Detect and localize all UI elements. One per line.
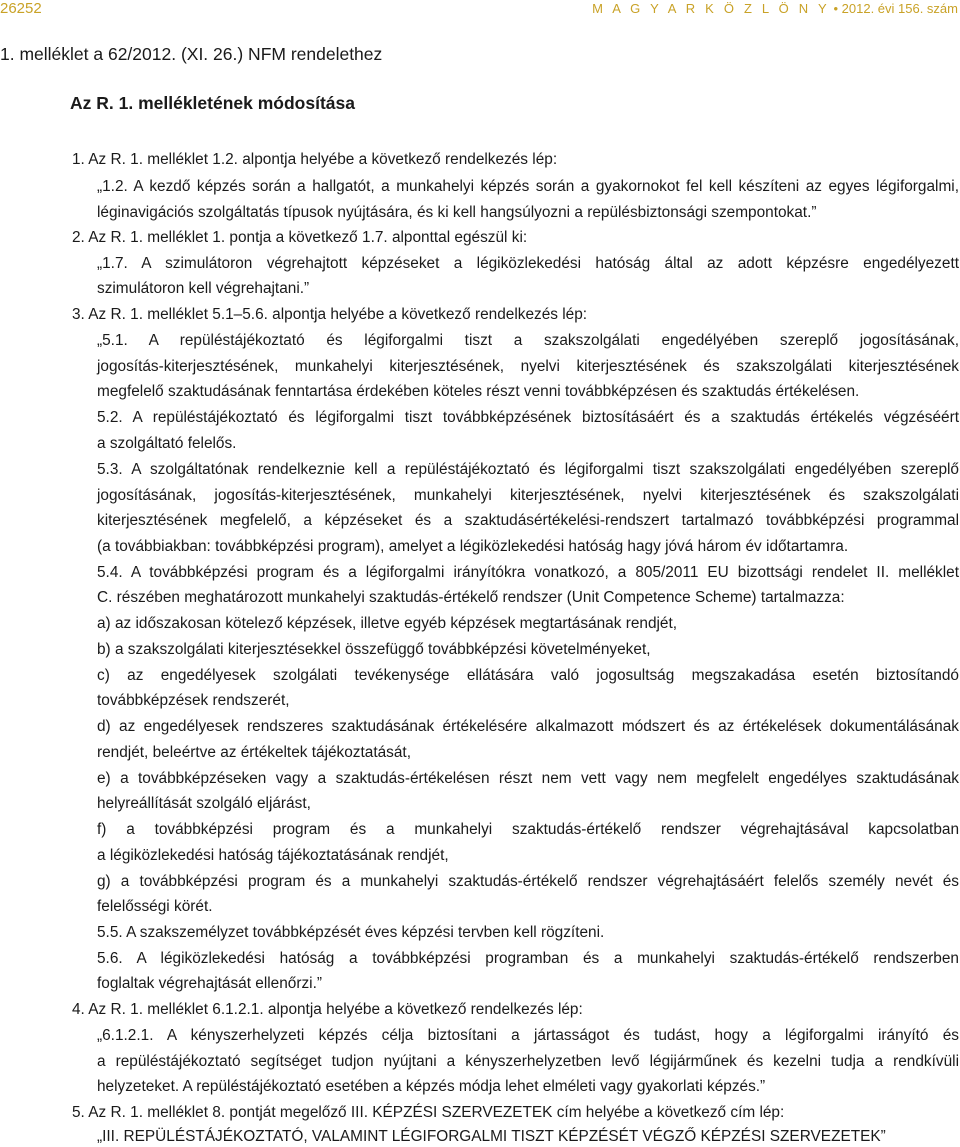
body-line: a repüléstájékoztató segítséget tudjon nyújtani a kényszerhelyzetben levő légijárműnek és kezelni tudja a rendkívüli bbox=[97, 1053, 959, 1070]
body-line: továbbképzések rendszerét, bbox=[97, 692, 290, 709]
body-line: helyzeteket. A repüléstájékoztató esetében a képzés módja lehet elméleti vagy gyakorlati képzés.” bbox=[97, 1078, 766, 1095]
body-line: „1.2. A kezdő képzés során a hallgatót, a munkahelyi képzés során a gyakornokot fel kell készíteni az egyes légiforgalmi, bbox=[97, 178, 959, 195]
body-line: „5.1. A repüléstájékoztató és légiforgalmi tiszt a szakszolgálati engedélyében szereplő jogosításának, bbox=[97, 332, 959, 349]
page-header bbox=[0, 0, 960, 20]
body-line: 5.5. A szakszemélyzet továbbképzését éves képzési tervben kell rögzíteni. bbox=[97, 924, 605, 941]
body-line: 3. Az R. 1. melléklet 5.1–5.6. alpontja helyébe a következő rendelkezés lép: bbox=[72, 306, 588, 323]
body-line: (a továbbiakban: továbbképzési program), amelyet a légiközlekedési hatóság hagy jóvá három év időtartamra. bbox=[97, 538, 849, 555]
body-line: 5.4. A továbbképzési program és a légiforgalmi irányítókra vonatkozó, a 805/2011 EU bizottsági rendelet II. melléklet bbox=[97, 564, 959, 581]
body-line: 5.3. A szolgáltatónak rendelkeznie kell a repüléstájékoztató és légiforgalmi tiszt szakszolgálati engedélyében szereplő bbox=[97, 461, 959, 478]
body-line: C. részében meghatározott munkahelyi szaktudás-értékelő rendszer (Unit Competence Scheme) tartalmazza: bbox=[97, 589, 845, 606]
journal-issue: • 2012. évi 156. szám bbox=[833, 1, 958, 16]
body-line: megfelelő szaktudásának fenntartása érdekében köteles részt venni továbbképzésen és szaktudás értékelésen. bbox=[97, 383, 860, 400]
body-line: a légiközlekedési hatóság tájékoztatásának rendjét, bbox=[97, 847, 449, 864]
body-line: f) a továbbképzési program és a munkahelyi szaktudás-értékelő rendszer végrehajtásával kapcsolatban bbox=[97, 821, 959, 838]
body-line: „III. REPÜLÉSTÁJÉKOZTATÓ, VALAMINT LÉGIFORGALMI TISZT KÉPZÉSÉT VÉGZŐ KÉPZÉSI SZERVEZETEK” bbox=[97, 1128, 886, 1145]
body-line: helyreállítását szolgáló eljárást, bbox=[97, 795, 311, 812]
body-line: 4. Az R. 1. melléklet 6.1.2.1. alpontja helyébe a következő rendelkezés lép: bbox=[72, 1001, 583, 1018]
body-line: d) az engedélyesek rendszeres szaktudásának értékelésére alkalmazott módszert és az értékelések dokumentálásának bbox=[97, 718, 959, 735]
body-line: „6.1.2.1. A kényszerhelyzeti képzés célja biztosítani a jártasságot és tudást, hogy a légiforgalmi irányító és bbox=[97, 1027, 959, 1044]
body-line: a szolgáltató felelős. bbox=[97, 435, 237, 452]
annex-heading: 1. melléklet a 62/2012. (XI. 26.) NFM rendelethez bbox=[0, 44, 383, 64]
body-line: szimulátoron kell végrehajtani.” bbox=[97, 280, 310, 297]
journal-name: M A G Y A R K Ö Z L Ö N Y bbox=[592, 1, 830, 16]
body-line: b) a szakszolgálati kiterjesztésekkel összefüggő továbbképzési követelményeket, bbox=[97, 641, 651, 658]
page-number: 26252 bbox=[0, 0, 42, 17]
body-line: 1. Az R. 1. melléklet 1.2. alpontja helyébe a következő rendelkezés lép: bbox=[72, 151, 558, 168]
body-line: „1.7. A szimulátoron végrehajtott képzéseket a légiközlekedési hatóság által az adott képzésre engedélyezett bbox=[97, 255, 959, 272]
body-line: 2. Az R. 1. melléklet 1. pontja a következő 1.7. alponttal egészül ki: bbox=[72, 229, 528, 246]
body-line: c) az engedélyesek szolgálati tevékenysége ellátására való jogosultság megszakadása esetén biztosítandó bbox=[97, 667, 959, 684]
body-line: kiterjesztésének megfelelő, a képzéseket és a szaktudásértékelési-rendszert tartalmazó továbbképzési programmal bbox=[97, 512, 959, 529]
body-line: 5.6. A légiközlekedési hatóság a továbbképzési programban és a munkahelyi szaktudás-értékelő rendszerben bbox=[97, 950, 959, 967]
journal-title bbox=[592, 1, 958, 16]
body-line: 5.2. A repüléstájékoztató és légiforgalmi tiszt továbbképzésének biztosításáért és a szaktudás értékelés végzéséért bbox=[97, 409, 959, 426]
body-line: jogosítás-kiterjesztésének, munkahelyi kiterjesztésének, nyelvi kiterjesztésének és szakszolgálati kiterjesztésének bbox=[97, 358, 959, 375]
body-line: felelősségi körét. bbox=[97, 898, 213, 915]
body-line: léginavigációs szolgáltatás típusok nyújtására, és ki kell hangsúlyozni a repülésbiztonsági szempontokat.” bbox=[97, 204, 817, 221]
body-line: 5. Az R. 1. melléklet 8. pontját megelőző III. KÉPZÉSI SZERVEZETEK cím helyébe a következő cím lép: bbox=[72, 1104, 785, 1121]
body-line: e) a továbbképzéseken vagy a szaktudás-értékelésen részt nem vett vagy nem megfelelt engedélyes szaktudásának bbox=[97, 770, 959, 787]
body-line: rendjét, beleértve az értékeltek tájékoztatását, bbox=[97, 744, 411, 761]
body-line: jogosításának, jogosítás-kiterjesztésének, munkahelyi kiterjesztésének, nyelvi kiterjesztésének és szakszolgálati bbox=[97, 487, 959, 504]
body-line: g) a továbbképzési program és a munkahelyi szaktudás-értékelő rendszer végrehajtásáért felelős személy nevét és bbox=[97, 873, 959, 890]
document-title: Az R. 1. mellékletének módosítása bbox=[70, 93, 355, 113]
body-line: a) az időszakosan kötelező képzések, illetve egyéb képzések megtartásának rendjét, bbox=[97, 615, 678, 632]
body-line: foglaltak végrehajtását ellenőrzi.” bbox=[97, 975, 322, 992]
